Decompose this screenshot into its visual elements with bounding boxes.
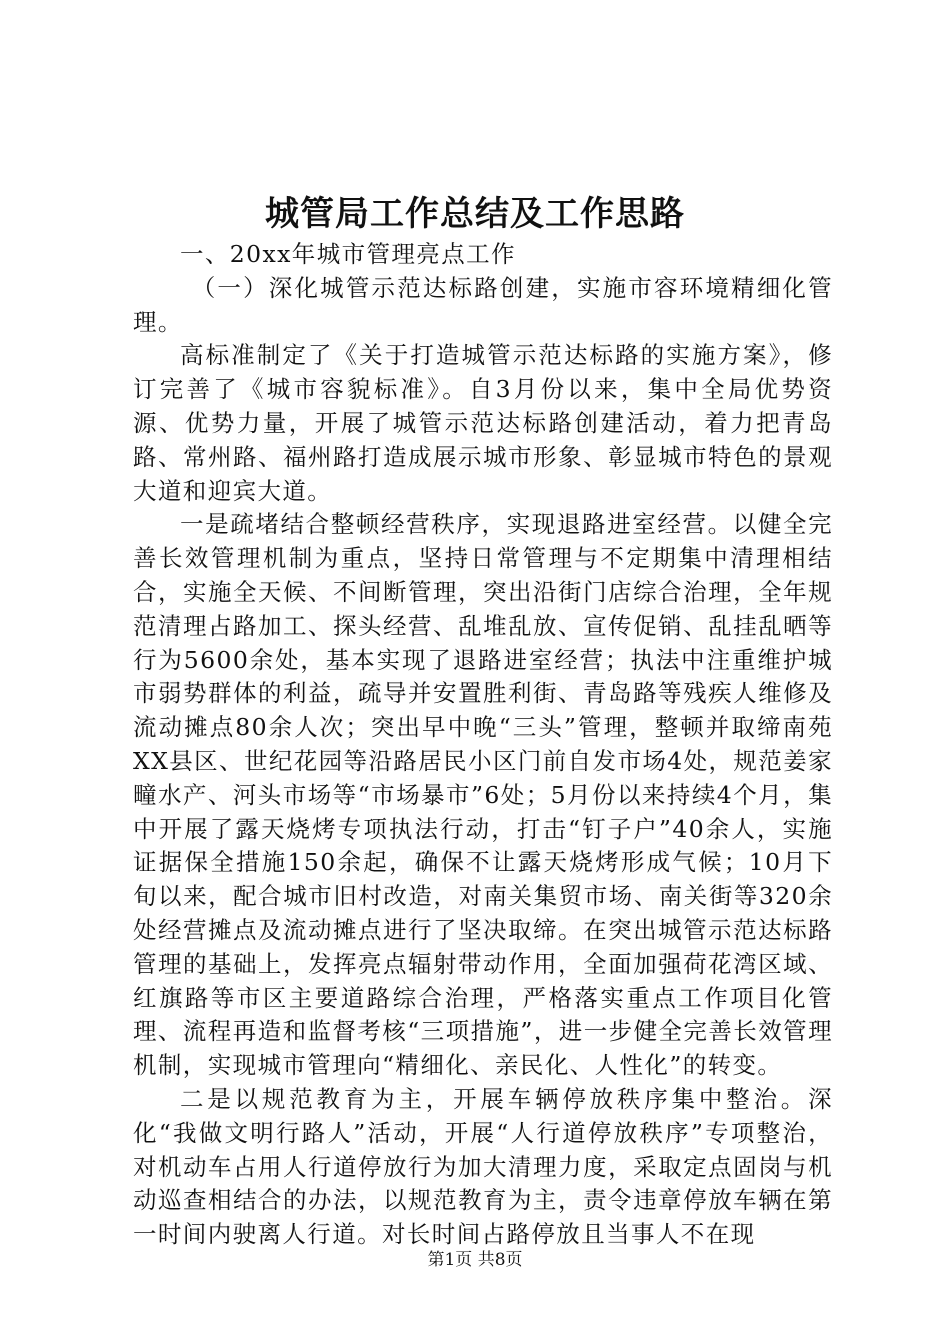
section-heading: 一、20xx年城市管理亮点工作 [180,240,516,268]
document-body [133,238,833,1252]
document-title: 城管局工作总结及工作思路 [265,194,685,234]
body-paragraph: 二是以规范教育为主，开展车辆停放秩序集中整治。深化“我做文明行路人”活动，开展“人行道停放秩序”专项整治，对机动车占用人行道停放行为加大清理力度，采取定点固岗与机动巡查相结合的办法，以规范教育为主，责令违章停放车辆在第一时间内驶离人行道。对长时间占路停放且当事人不在现 [133,1084,833,1249]
body-paragraph: 一是疏堵结合整顿经营秩序，实现退路进室经营。以健全完善长效管理机制为重点，坚持日常管理与不定期集中清理相结合，实施全天候、不间断管理，突出沿街门店综合治理，全年规范清理占路加工、探头经营、乱堆乱放、宣传促销、乱挂乱晒等行为5600余处，基本实现了退路进室经营；执法中注重维护城市弱势群体的利益，疏导并安置胜利街、青岛路等残疾人维修及流动摊点80余人次；突出早中晚“三头”管理，整顿并取缔南苑XX县区、世纪花园等沿路居民小区门前自发市场4处，规范姜家疃水产、河头市场等“市场暴市”6处；5月份以来持续4个月，集中开展了露天烧烤专项执法行动，打击“钉子户”40余人，实施证据保全措施150余起，确保不让露天烧烤形成气候；10月下旬以来，配合城市旧村改造，对南关集贸市场、南关街等320余处经营摊点及流动摊点进行了坚决取缔。在突出城管示范达标路管理的基础上，发挥亮点辐射带动作用，全面加强荷花湾区域、红旗路等市区主要道路综合治理，严格落实重点工作项目化管理、流程再造和监督考核“三项措施”，进一步健全完善长效管理机制，实现城市管理向“精细化、亲民化、人性化”的转变。 [133,510,834,1080]
subsection-heading: （一）深化城管示范达标路创建，实施市容环境精细化管理。 [133,273,833,336]
body-paragraph: 高标准制定了《关于打造城管示范达标路的实施方案》，修订完善了《城市容貌标准》。自3月份以来，集中全局优势资源、优势力量，开展了城管示范达标路创建活动，着力把青岛路、常州路、福州路打造成展示城市形象、彰显城市特色的景观大道和迎宾大道。 [133,341,833,505]
page-number-footer: 第1页 共8页 [427,1250,523,1270]
